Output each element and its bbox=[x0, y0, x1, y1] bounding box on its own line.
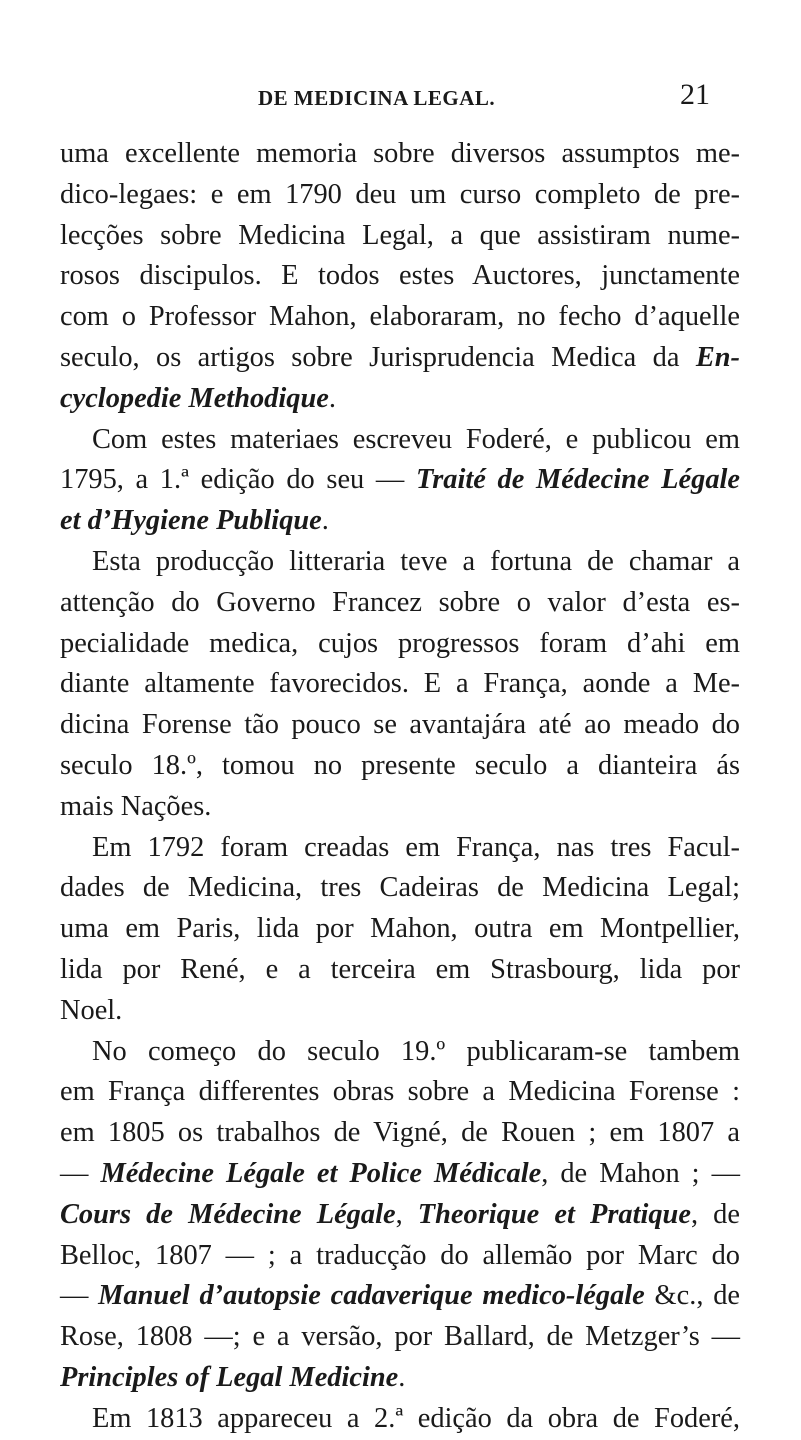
line-text: rosos discipulos. E todos estes Auctores, junctamente bbox=[60, 260, 740, 292]
italic-title-text: et d’Hygiene Publique bbox=[60, 505, 322, 537]
text-line bbox=[60, 746, 740, 787]
line-text: pecialidade medica, cujos progressos foram d’ahi em bbox=[60, 627, 740, 659]
body-text bbox=[60, 134, 740, 1440]
italic-title-text: Theorique et Pratique bbox=[417, 1198, 691, 1230]
italic-title-text: Médecine Légale et Police Médicale bbox=[100, 1157, 542, 1189]
text-line bbox=[60, 624, 740, 665]
italic-title-text: Traité de Médecine Légale bbox=[415, 464, 741, 496]
line-text: Com estes materiaes escreveu Foderé, e publicou em bbox=[92, 423, 740, 455]
text-line bbox=[60, 705, 740, 746]
text-line bbox=[60, 991, 740, 1032]
text-line bbox=[60, 1317, 740, 1358]
text-line bbox=[60, 828, 740, 869]
text-line bbox=[60, 664, 740, 705]
line-text: No começo do seculo 19.º publicaram-se tambem bbox=[92, 1035, 740, 1067]
text-line bbox=[60, 216, 740, 257]
text-line bbox=[60, 379, 740, 420]
text-line bbox=[60, 460, 740, 501]
text-line bbox=[60, 1195, 740, 1236]
text-line bbox=[60, 1358, 740, 1399]
line-text: dades de Medicina, tres Cadeiras de Medicina Legal; bbox=[60, 872, 740, 904]
line-text: , bbox=[395, 1198, 418, 1230]
line-text: seculo, os artigos sobre Jurisprudencia Medica da bbox=[60, 341, 696, 373]
line-text: com o Professor Mahon, elaboraram, no fecho d’aquelle bbox=[60, 301, 740, 333]
line-text: . bbox=[328, 382, 336, 414]
line-text: uma excellente memoria sobre diversos assumptos me- bbox=[60, 138, 740, 169]
line-text: lida por René, e a terceira em Strasbourg, lida por bbox=[60, 953, 740, 985]
line-text: — bbox=[60, 1280, 99, 1312]
line-text: 1795, a 1.ª edição do seu — bbox=[60, 464, 416, 496]
text-line bbox=[60, 134, 740, 175]
line-text: Belloc, 1807 — ; a traducção do allemão por Marc do bbox=[60, 1239, 740, 1271]
text-line bbox=[60, 1072, 740, 1113]
line-text: Em 1792 foram creadas em França, nas tres Facul- bbox=[92, 831, 740, 863]
italic-title-text: En- bbox=[695, 341, 740, 373]
line-text: uma em Paris, lida por Mahon, outra em Montpellier, bbox=[60, 913, 740, 945]
text-line bbox=[60, 1113, 740, 1154]
text-line bbox=[60, 1236, 740, 1277]
text-line bbox=[60, 1276, 740, 1317]
line-text: , de Mahon ; — bbox=[541, 1157, 741, 1189]
text-line bbox=[60, 542, 740, 583]
line-text: , de bbox=[690, 1198, 740, 1230]
text-line bbox=[60, 175, 740, 216]
text-line bbox=[60, 420, 740, 461]
line-text: — bbox=[60, 1157, 101, 1189]
line-text: dico-legaes: e em 1790 deu um curso completo de pre- bbox=[60, 178, 740, 210]
text-line bbox=[60, 1154, 740, 1195]
line-text: seculo 18.º, tomou no presente seculo a dianteira ás bbox=[60, 749, 740, 781]
running-header bbox=[0, 60, 801, 111]
text-line bbox=[60, 583, 740, 624]
italic-title-text: cyclopedie Methodique bbox=[60, 382, 329, 414]
line-text: Esta producção litteraria teve a fortuna de chamar a bbox=[92, 545, 740, 577]
line-text: . bbox=[398, 1361, 406, 1393]
line-text: dicina Forense tão pouco se avantajára até ao meado do bbox=[60, 709, 740, 741]
text-line bbox=[60, 1399, 740, 1440]
line-text: &c., de bbox=[644, 1280, 740, 1312]
text-line bbox=[60, 338, 740, 379]
text-line bbox=[60, 256, 740, 297]
line-text: diante altamente favorecidos. E a França, aonde a Me- bbox=[60, 668, 740, 700]
page-number: 21 bbox=[680, 78, 710, 111]
text-line bbox=[60, 787, 740, 828]
text-line bbox=[60, 868, 740, 909]
line-text: em 1805 os trabalhos de Vigné, de Rouen ; em 1807 a bbox=[60, 1117, 740, 1149]
italic-title-text: Principles of Legal Medicine bbox=[60, 1361, 399, 1393]
line-text: . bbox=[321, 505, 329, 537]
text-line bbox=[60, 501, 740, 542]
text-line bbox=[60, 1032, 740, 1073]
running-title: DE MEDICINA LEGAL. bbox=[258, 86, 496, 110]
text-line bbox=[60, 297, 740, 338]
line-text: attenção do Governo Francez sobre o valor d’esta es- bbox=[60, 586, 740, 618]
line-text: Em 1813 appareceu a 2.ª edição da obra de Foderé, bbox=[92, 1402, 740, 1434]
text-line bbox=[60, 950, 740, 991]
line-text: lecções sobre Medicina Legal, a que assistiram nume- bbox=[60, 219, 740, 251]
line-text: Rose, 1808 —; e a versão, por Ballard, de Metzger’s — bbox=[60, 1321, 740, 1353]
line-text: Noel. bbox=[60, 994, 123, 1026]
text-line bbox=[60, 909, 740, 950]
italic-title-text: Manuel d’autopsie cadaverique medico-légale bbox=[98, 1280, 645, 1312]
italic-title-text: Cours de Médecine Légale bbox=[60, 1198, 396, 1230]
line-text: em França differentes obras sobre a Medicina Forense : bbox=[60, 1076, 740, 1108]
line-text: mais Nações. bbox=[60, 790, 212, 822]
